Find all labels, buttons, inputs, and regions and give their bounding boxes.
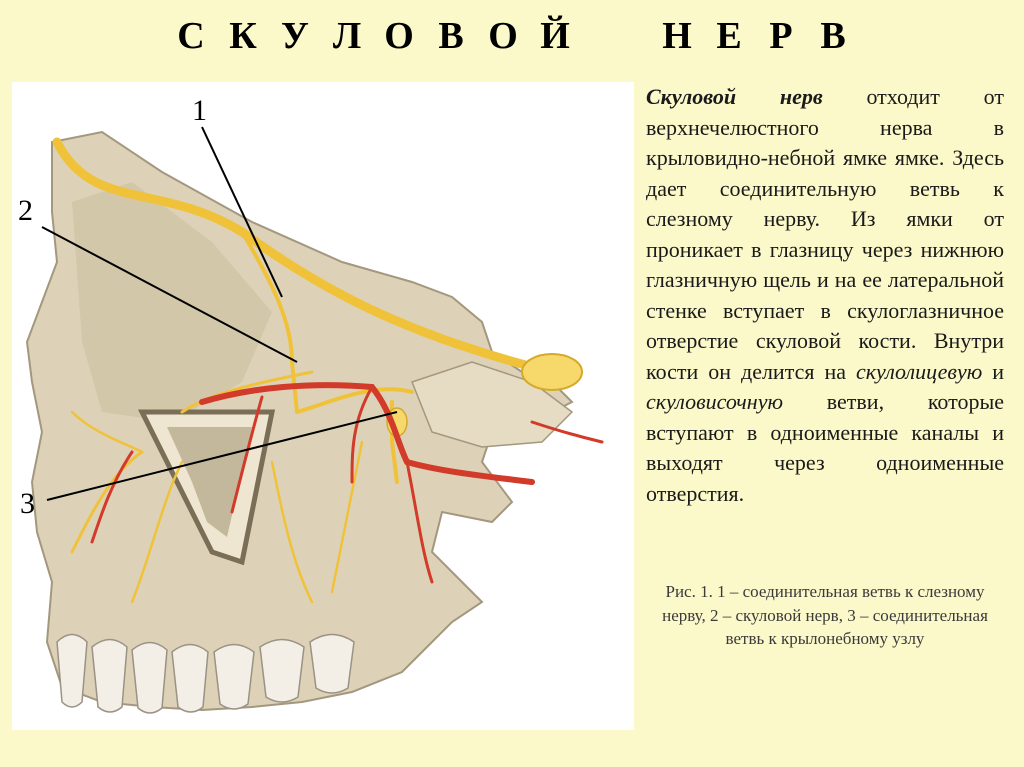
label-3: 3: [20, 487, 35, 520]
description-text: [646, 82, 1004, 509]
label-2: 2: [18, 194, 33, 227]
title-letter: В: [438, 15, 464, 57]
label-1: 1: [192, 94, 207, 127]
description-part: отходит от верхнечелюстного нерва в крыловидно-небной ямке ямке. Здесь дает соединительную ветвь к слезному нерву. Из ямки от проникает в глазницу через нижнюю глазничную щель и на ее латеральной стенке вступает в скулоглазничное отверстие скуловой кости. Внутри кости он делится на: [646, 84, 1005, 384]
title-letter: В: [820, 15, 846, 57]
description-lead: Скуловой нерв: [646, 84, 823, 109]
title-letter: Й: [540, 15, 570, 57]
slide-title: [0, 14, 1024, 58]
title-letter: У: [281, 15, 309, 57]
title-letter: Н: [662, 15, 692, 57]
title-letter: С: [177, 15, 205, 57]
title-letter: Р: [769, 15, 793, 57]
title-word-1: [165, 14, 581, 58]
anatomy-illustration: [12, 82, 634, 730]
skull-nerve-drawing: [12, 82, 634, 730]
description-part: ветви, которые вступают в одноименные каналы и выходят через одноименные отверстия.: [646, 389, 1004, 506]
title-letter: О: [384, 15, 414, 57]
description-part: и: [982, 358, 1004, 384]
title-letter: К: [229, 15, 257, 57]
title-letter: Е: [716, 15, 742, 57]
title-letter: Л: [332, 15, 362, 57]
title-letter: О: [488, 15, 518, 57]
description-italic: скулолицевую: [855, 358, 983, 384]
pterygopalatine-ganglion: [522, 354, 582, 390]
title-word-2: [651, 14, 859, 58]
figure-caption: Рис. 1. 1 – соединительная ветвь к слезному нерву, 2 – скуловой нерв, 3 – соединительная ветвь к крылонебному узлу: [662, 582, 988, 648]
description-italic: скуловисочную: [646, 389, 783, 414]
